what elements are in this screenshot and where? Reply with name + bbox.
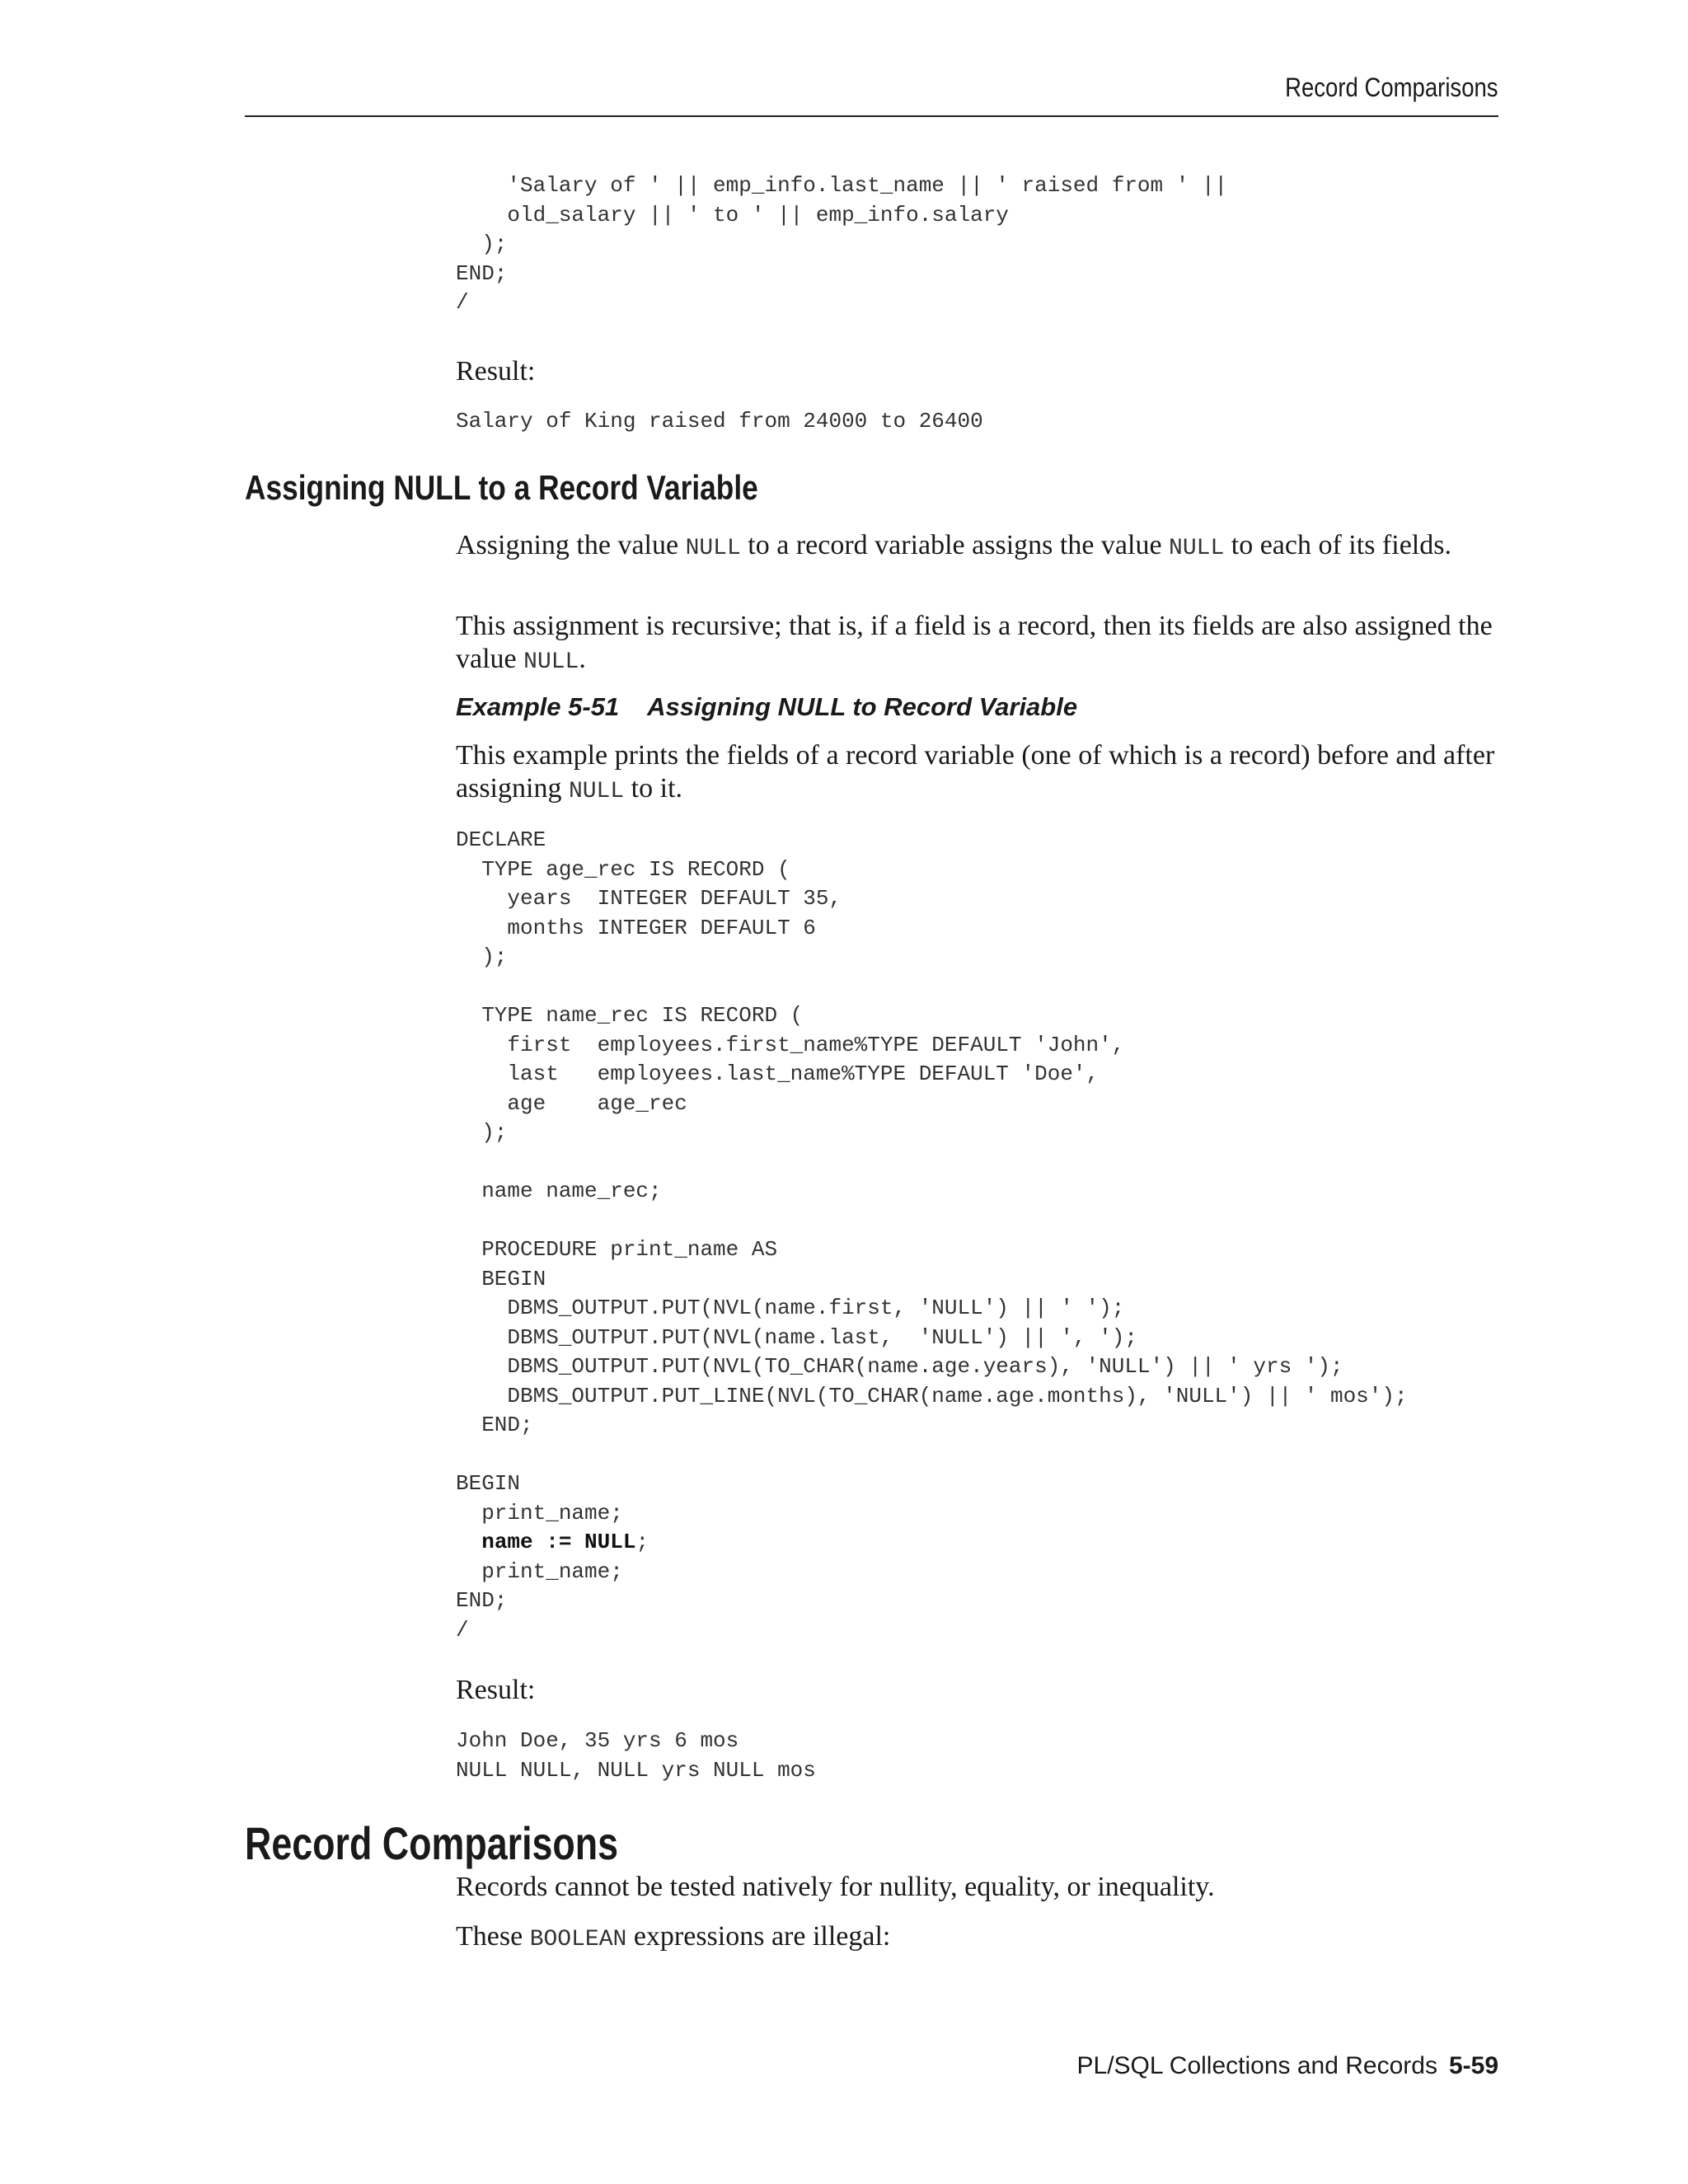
page-number: 5-59 — [1448, 2052, 1498, 2079]
inline-code: NULL — [568, 779, 625, 804]
result-label: Result: — [456, 1675, 536, 1705]
paragraph: Records cannot be tested natively for nullity, equality, or inequality. — [456, 1872, 1215, 1902]
inline-code: NULL — [1169, 536, 1225, 561]
example-caption: Example 5-51 Assigning NULL to Record Variable — [456, 692, 1078, 721]
section-heading-record-comparisons: Record Comparisons — [245, 1817, 619, 1869]
paragraph: This assignment is recursive; that is, if a field is a record, then its fields are also assigned the value NULL. — [456, 611, 1493, 675]
code-block-continued: 'Salary of ' || emp_info.last_name || ' raised from ' || old_salary || ' to ' || emp_info.salary ); END; / — [456, 173, 1228, 315]
inline-code: NULL — [685, 536, 741, 561]
result-label: Result: — [456, 356, 536, 387]
paragraph: This example prints the fields of a record variable (one of which is a record) before and after assigning NULL to it. — [456, 740, 1495, 804]
paragraph: Assigning the value NULL to a record variable assigns the value NULL to each of its fields. — [456, 530, 1451, 561]
inline-code: BOOLEAN — [529, 1927, 627, 1952]
inline-code: NULL — [523, 649, 579, 675]
running-header: Record Comparisons — [1285, 73, 1498, 102]
bold-code: name := NULL — [481, 1530, 636, 1554]
section-heading-assigning-null: Assigning NULL to a Record Variable — [245, 468, 758, 507]
page-footer: PL/SQL Collections and Records 5-59 — [1076, 2052, 1498, 2079]
result-output: Salary of King raised from 24000 to 26400 — [456, 409, 983, 434]
paragraph: These BOOLEAN expressions are illegal: — [456, 1921, 891, 1952]
header-rule — [245, 115, 1498, 117]
result-output: John Doe, 35 yrs 6 mos NULL NULL, NULL yrs NULL mos — [456, 1728, 816, 1783]
code-block-example: DECLARE TYPE age_rec IS RECORD ( years INTEGER DEFAULT 35, months INTEGER DEFAULT 6 ); TYPE name_rec IS RECORD ( first employees.first_name%TYPE DEFAULT 'John', last employees.last_name%TYPE DEFAULT 'Doe', age age_rec ); name name_rec; PROCEDURE print_name AS BEGIN DBMS_OUTPUT.PUT(NVL(name.first, 'NULL') || ' '); DBMS_OUTPUT.PUT(NVL(name.last, 'NULL') || ', '); DBMS_OUTPUT.PUT(NVL(TO_CHAR(name.age.years), 'NULL') || ' yrs '); DBMS_OUTPUT.PUT_LINE(NVL(TO_CHAR(name.age.months), 'NULL') || ' mos'); END; BEGIN print_name; name := NULL; print_name; END; / — [456, 827, 1408, 1643]
